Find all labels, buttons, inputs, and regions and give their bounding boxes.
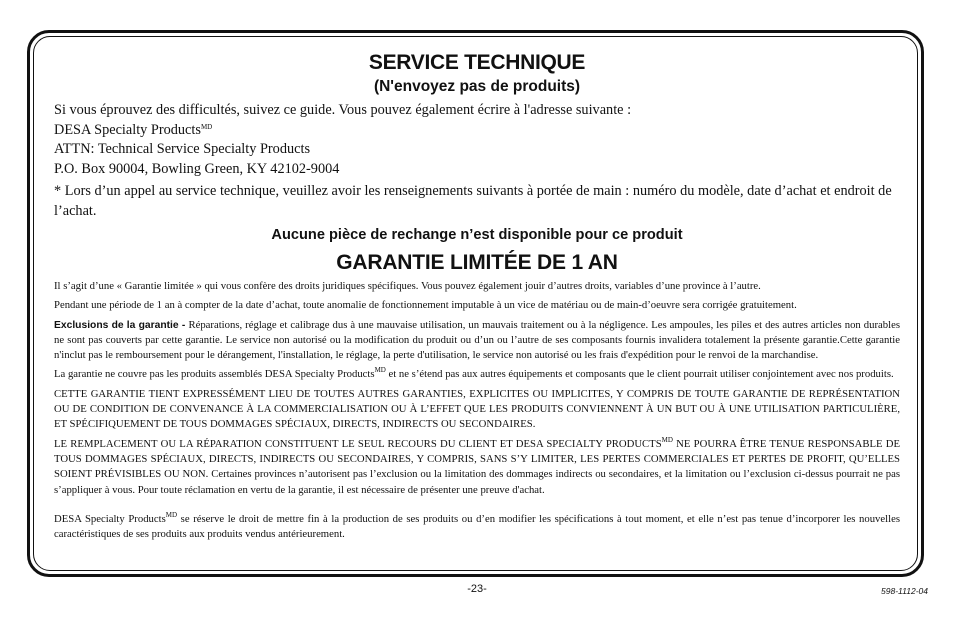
address-company: DESA Specialty Products$^{MD}$ [54,121,213,138]
page-content [54,48,900,546]
service-title: SERVICE TECHNIQUE [368,51,586,74]
address-attn: ATTN: Technical Service Specialty Products [54,141,311,157]
warranty-para-2: Pendant une période de 1 an à compter de la date d’achat, toute anomalie de fonctionnement imputable à un vice de matériau ou de main-d’oeuvre sera corrigée gratuitement. [54,299,797,312]
warranty-title: GARANTIE LIMITÉE DE 1 AN [336,251,618,274]
warranty-para-5: CETTE GARANTIE TIENT EXPRESSÉMENT LIEU DE TOUTES AUTRES GARANTIES, EXPLICITES OU IMPLICITES, Y COMPRIS DE TOUTE GARANTIE DE REPRÉSENTATION OU DE CONDITION DE CONVENANCE À LA COMMERCIALISATION OU À L’EFFET QUE LES PRODUITS CONVIENNENT À UN BUT OU À UNE UTILISATION PARTICULIÈRE, ET SPÉCIFIQUEMENT DE TOUS DOMMAGES SPÉCIAUX, DIRECTS, INDIRECTS OU SECONDAIRES. [54,387,900,431]
service-note: * Lors d’un appel au service technique, veuillez avoir les renseignements suivants à portée de main : numéro du modèle, date d’achat et endroit de l’achat. [54,183,892,219]
warranty-para-4: La garantie ne couvre pas les produits assemblés DESA Specialty Products$^{MD}$ et ne s’étend pas aux autres équipements et composants que le client pourrait utiliser conjointement avec nos produits. [54,366,894,381]
address-po: P.O. Box 90004, Bowling Green, KY 42102-9004 [54,160,340,177]
trademark-mark: MD [374,366,386,375]
trademark-mark: MD [200,122,213,131]
no-parts-heading: Aucune pièce de rechange n’est disponible pour ce produit [271,227,683,243]
warranty-exclusions: Exclusions de la garantie - Réparations, réglage et calibrage dus à une mauvaise utilisation, un mauvais traitement ou à la négligence. Les ampoules, les piles et des autres articles non durables ne sont pas couverts par cette garantie. Le service non autorisé ou la modification du produit ou d’un ou l’autre de ses composants fournis invalidera totalement la présente garantie.Cette garantie n'inclut pas le remboursement pour le dérangement, l'installation, le réglage, la perte d'utilisation, le service non autorisé ou les frais d'expédition pour le renvoi de la marchandise. [54,318,900,362]
trademark-mark: MD [661,435,673,444]
document-code: 598-1112-04 [881,586,928,596]
exclusions-lead: Exclusions de la garantie - [54,319,189,331]
warranty-para-6: LE REMPLACEMENT OU LA RÉPARATION CONSTITUENT LE SEUL RECOURS DU CLIENT ET DESA SPECIALTY $PRODUCTS^{MD}$ NE POURRA ÊTRE TENUE RESPONSABLE DE TOUS DOMMAGES SPÉCIAUX, DIRECTS, INDIRECTS OU SECONDAIRES, Y COMPRIS, SANS S’Y LIMITER, LES PERTES COMMERCIALES ET PERTES DE PROFIT, QU’ELLES SOIENT PRÉVISIBLES OU NON. Certaines provinces n’autorisent pas l’exclusion ou la limitation des dommages indirects ou secondaires, et la limitation ou l’exclusion ci-dessus pourrait ne pas s’appliquer à vous. Pour toute réclamation en vertu de la garantie, il est nécessaire de présenter une preuve d'achat. [54,435,900,496]
service-subtitle: (N'envoyez pas de produits) [373,78,581,95]
trademark-mark: MD [165,510,178,519]
warranty-para-7: DESA Specialty Products$^{MD}$ se réserve le droit de mettre fin à la production de ses produits ou d’en modifier les spécifications à tout moment, et elle n’est pas tenue d’incorporer les nouvelles caractéristiques de ses produits aux produits vendus antérieurement. [54,510,900,541]
service-intro: Si vous éprouvez des difficultés, suivez ce guide. Vous pouvez également écrire à l'adresse suivante : [54,102,632,118]
warranty-para-1: Il s’agit d’une « Garantie limitée » qui vous confère des droits juridiques spécifiques. Vous pouvez également jouir d’autres droits, variables d’une province à l’autre. [54,280,761,292]
page-number: -23- [467,583,487,595]
